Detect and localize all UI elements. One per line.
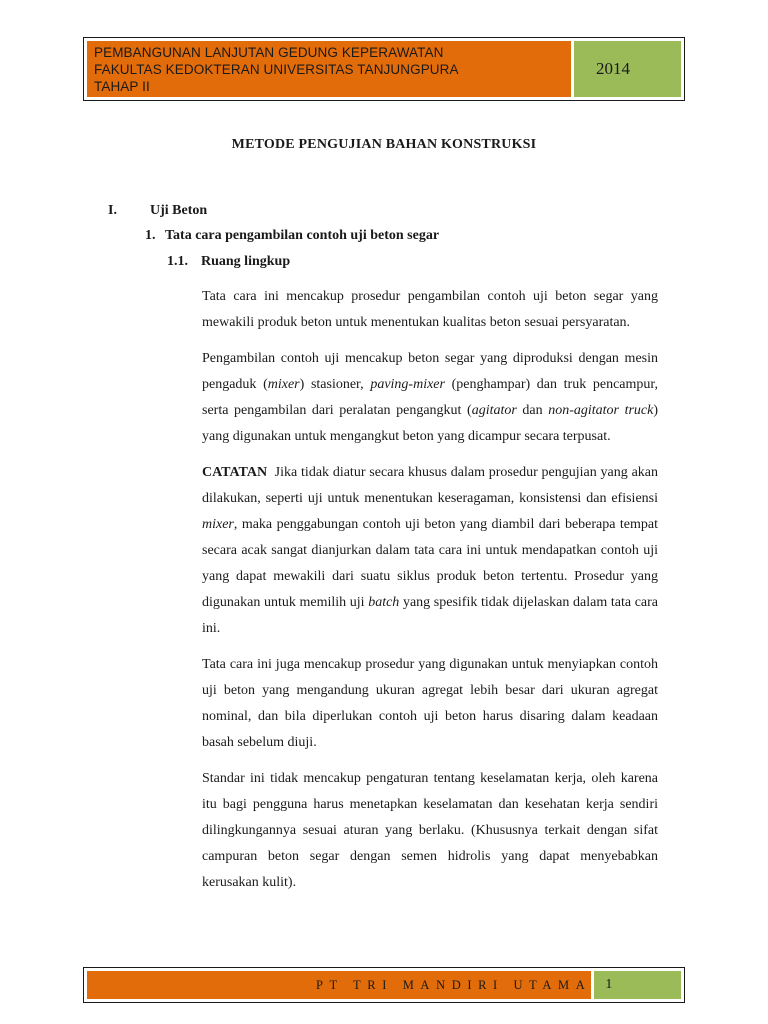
subsection-title: Tata cara pengambilan contoh uji beton segar xyxy=(165,228,440,243)
paragraph xyxy=(202,346,658,450)
page-header xyxy=(83,37,685,101)
header-title xyxy=(87,41,571,97)
paragraph xyxy=(202,284,658,336)
header-year: 2014 xyxy=(574,41,681,97)
paragraph-text-run: Pengambilan contoh uji mencakup beton segar yang diproduksi dengan mesin pengaduk ( xyxy=(202,351,658,392)
page-number: 1 xyxy=(594,971,681,999)
paragraph-text-run: Tata cara ini mencakup prosedur pengambilan contoh uji beton segar yang mewakili produk beton untuk menentukan kualitas beton sesuai persyaratan. xyxy=(202,289,658,330)
page-footer xyxy=(83,967,685,1003)
paragraph-italic-term: non-agitator truck xyxy=(548,403,654,418)
subsubsection-heading xyxy=(167,254,290,270)
paragraph-label: CATATAN xyxy=(202,465,268,480)
section-number: I. xyxy=(108,203,117,218)
paragraph-text-run: Jika tidak diatur secara khusus dalam prosedur pengujian yang akan dilakukan, seperti uji untuk menentukan keseragaman, konsistensi dan efisiensi xyxy=(202,465,658,506)
paragraph-text-run: dan xyxy=(516,403,549,418)
body-text xyxy=(202,284,658,906)
paragraph xyxy=(202,652,658,756)
paragraph-text-run: yang spesifik tidak dijelaskan dalam tata cara ini. xyxy=(202,595,658,636)
paragraph-text-run: Standar ini tidak mencakup pengaturan tentang keselamatan kerja, oleh karena itu bagi pengguna harus menetapkan keselamatan dan kesehatan kerja sendiri dilingkungannya sesuai aturan yang berlaku. (Khususnya terkait dengan sifat campuran beton segar dengan semen hidrolis yang dapat menyebabkan kerusakan kulit). xyxy=(202,771,658,890)
paragraph xyxy=(202,460,658,642)
subsection-number: 1. xyxy=(145,228,156,243)
paragraph-italic-term: agitator xyxy=(471,403,517,418)
section-heading xyxy=(108,203,207,219)
subsection-heading xyxy=(145,228,439,244)
subsubsection-title: Ruang lingkup xyxy=(201,254,291,269)
subsubsection-number: 1.1. xyxy=(167,254,188,269)
paragraph-italic-term: batch xyxy=(368,595,400,610)
document-title: METODE PENGUJIAN BAHAN KONSTRUKSI xyxy=(231,137,537,152)
header-title-line-2: FAKULTAS KEDOKTERAN UNIVERSITAS TANJUNGPURA xyxy=(94,62,459,77)
header-title-line-3: TAHAP II xyxy=(94,79,150,94)
paragraph-italic-term: mixer xyxy=(267,377,300,392)
paragraph-italic-term: paving-mixer xyxy=(370,377,445,392)
paragraph-text-run: ) yang digunakan untuk mengangkut beton yang dicampur secara terpusat. xyxy=(202,403,659,444)
paragraph xyxy=(202,766,658,896)
paragraph-text-run: ) stasioner, xyxy=(299,377,371,392)
paragraph-text-run: , maka penggabungan contoh uji beton yang diambil dari beberapa tempat secara acak sangat dianjurkan dalam tata cara ini untuk mendapatkan contoh uji yang dapat mewakili dari suatu siklus produk beton tertentu. Prosedur yang digunakan untuk memilih uji xyxy=(202,517,658,610)
paragraph-text-run: (penghampar) dan truk pencampur, serta pengambilan dari peralatan pengangkut ( xyxy=(202,377,658,418)
header-title-line-1: PEMBANGUNAN LANJUTAN GEDUNG KEPERAWATAN xyxy=(94,45,444,60)
footer-company: PT TRI MANDIRI UTAMA xyxy=(87,971,591,999)
section-title: Uji Beton xyxy=(150,203,208,218)
paragraph-italic-term: mixer xyxy=(202,517,234,532)
paragraph-text-run: Tata cara ini juga mencakup prosedur yang digunakan untuk menyiapkan contoh uji beton yang mengandung ukuran agregat lebih besar dari ukuran agregat nominal, dan bila diperlukan contoh uji beton harus disaring dalam keadaan basah sebelum diuji. xyxy=(202,657,658,750)
